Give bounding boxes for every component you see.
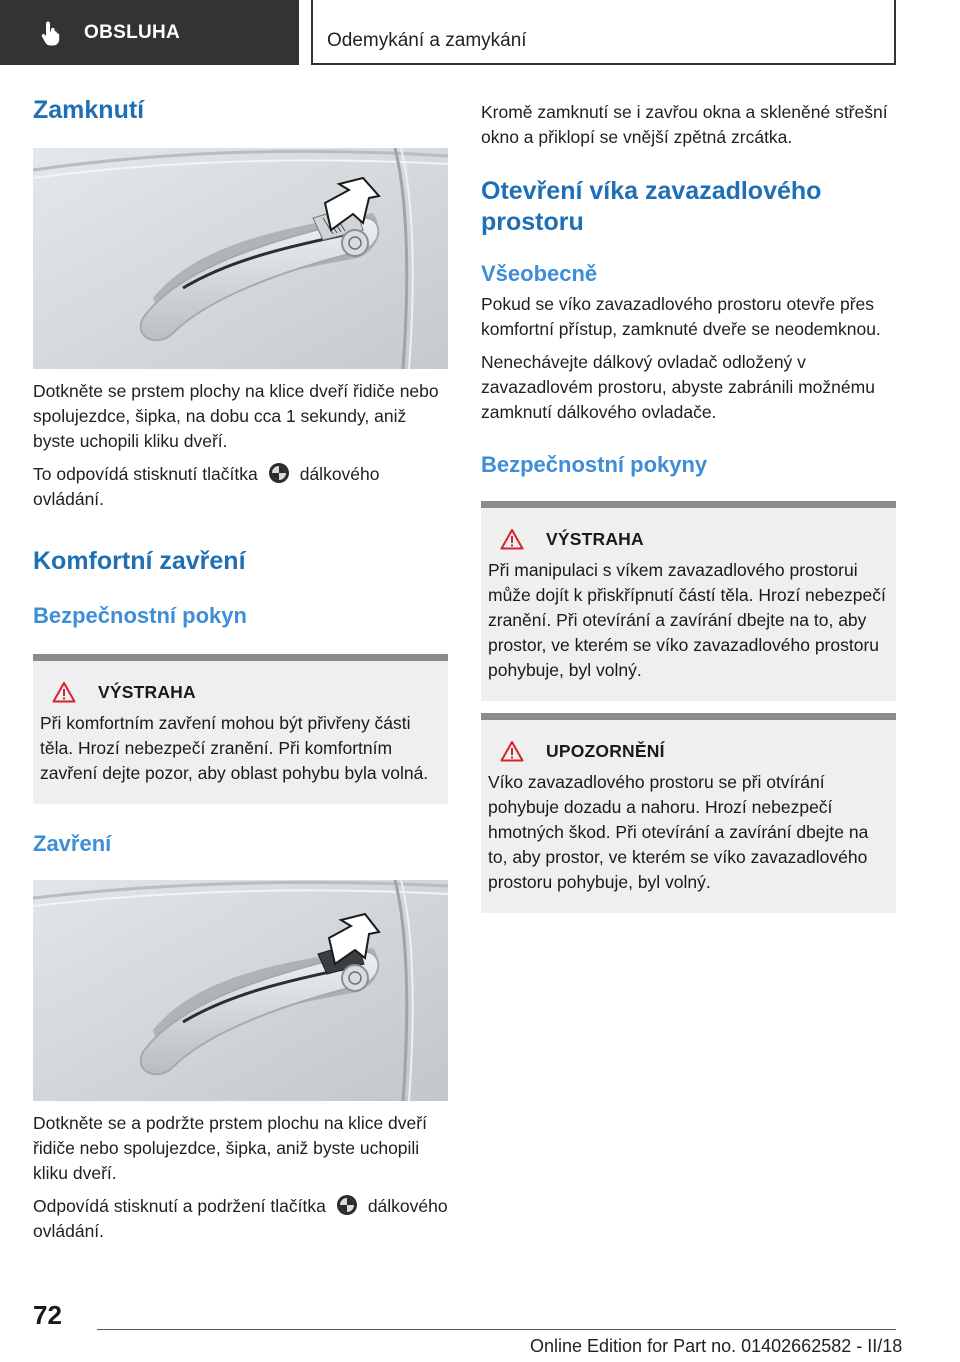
warning-title: VÝSTRAHA — [546, 528, 644, 549]
heading-general: Všeobecně — [481, 261, 598, 286]
close-instruction: Dotkněte se a podržte prstem plochu na klice dveří řidiče nebo spolujezdce, šipka, aniž byste uchopili kliku dveří. — [33, 1113, 427, 1183]
heading-trunk-open: Otevření víka zavazadlového prostoru — [481, 177, 822, 236]
close-remote-note-b: dálkového ovládání. — [33, 1196, 448, 1241]
lock-remote-note-a: To odpovídá stisknutí tlačítka — [33, 464, 258, 484]
right-column — [481, 100, 896, 913]
lock-button-icon — [336, 1194, 358, 1216]
warning-text: Při komfortním zavření mohou být přivřeny části těla. Hrozí nebezpečí zranění. Při komfortním zavření dejte pozor, aby oblast pohybu byla volná. — [40, 713, 429, 783]
edition-note: Online Edition for Part no. 01402662582 - II/18 — [530, 1336, 903, 1356]
door-handle-photo-lock — [33, 148, 448, 369]
section-tab — [0, 0, 299, 65]
heading-lock: Zamknutí — [33, 96, 145, 124]
door-handle-photo-close — [33, 880, 448, 1101]
warning-triangle-icon — [52, 681, 76, 703]
page-number: 72 — [33, 1300, 62, 1330]
lock-remote-note — [33, 462, 448, 512]
left-column — [33, 95, 448, 1244]
lock-additional-effects: Kromě zamknutí se i zavřou okna a skleněné střešní okno a přiklopí se vnější zpětná zrcátka. — [481, 102, 888, 147]
warning-text: Při manipulaci s víkem zavazadlového prostorui může dojít k přiskřípnutí částí těla. Hrozí nebezpečí zranění. Při otevírání a zavírání dbejte na to, aby prostor, ve kterém se víko zavazadlového prostoru pohybuje, byl volný. — [488, 560, 886, 680]
lock-instruction: Dotkněte se prstem plochy na klice dveří řidiče nebo spolujezdce, šipka, na dobu cca 1 sekundy, aniž byste uchopili kliku dveří. — [33, 381, 439, 451]
heading-close: Zavření — [33, 831, 112, 856]
section-title: OBSLUHA — [84, 21, 181, 43]
caution-box-trunk — [481, 713, 896, 913]
heading-safety-note: Bezpečnostní pokyn — [33, 603, 247, 628]
warning-box-trunk — [481, 501, 896, 701]
warning-box-comfort — [33, 654, 448, 804]
caution-title: UPOZORNĚNÍ — [546, 740, 665, 761]
warning-triangle-icon — [500, 740, 524, 762]
lock-remote-note-b: dálkového ovládání. — [33, 464, 380, 509]
chapter-title: Odemykání a zamykání — [327, 30, 527, 51]
heading-safety-notes: Bezpečnostní pokyny — [481, 452, 708, 477]
footer-divider — [97, 1329, 896, 1330]
close-remote-note — [33, 1194, 448, 1244]
warning-triangle-icon — [500, 528, 524, 550]
warning-title: VÝSTRAHA — [98, 681, 196, 702]
heading-comfort-close: Komfortní zavření — [33, 547, 246, 575]
general-text-2: Nenechávejte dálkový ovladač odložený v zavazadlovém prostoru, abyste zabránili možnému zamknutí dálkového ovladače. — [481, 352, 875, 422]
close-remote-note-a: Odpovídá stisknutí a podržení tlačítka — [33, 1196, 326, 1216]
lock-button-icon — [268, 462, 290, 484]
hand-pointer-icon — [40, 20, 64, 46]
chapter-header — [311, 0, 896, 65]
caution-text: Víko zavazadlového prostoru se při otvírání pohybuje dozadu a nahoru. Hrozí nebezpečí hmotných škod. Při otevírání a zavírání dbejte na to, aby prostor, ve kterém se víko zavazadlového prostoru pohybuje, byl volný. — [488, 772, 869, 892]
general-text-1: Pokud se víko zavazadlového prostoru otevře přes komfortní přístup, zamknuté dveře se neodemknou. — [481, 294, 881, 339]
